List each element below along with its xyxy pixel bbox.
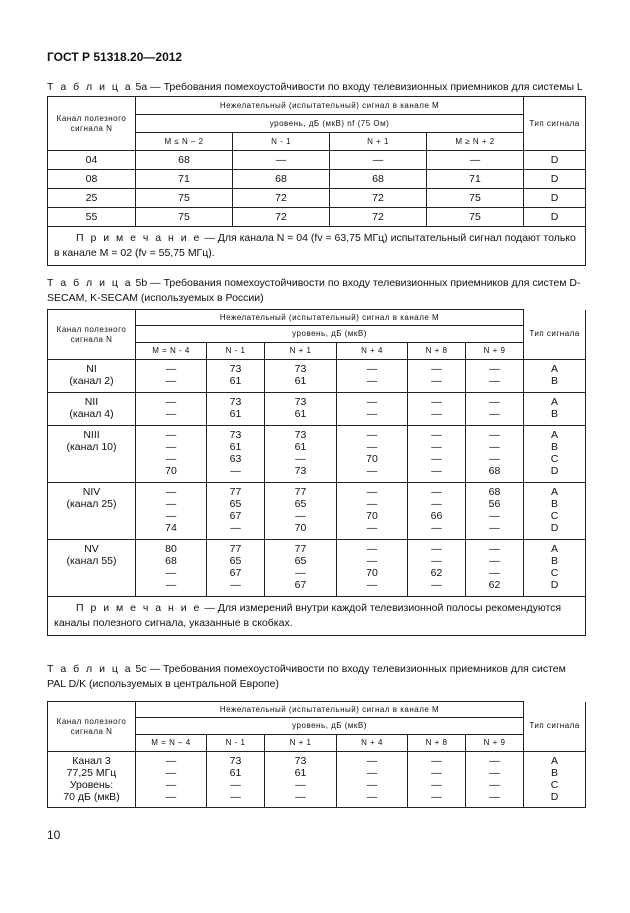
cell-value: 65 [294, 498, 307, 510]
cell-value: 74 [165, 522, 177, 534]
col-header: N + 1 [265, 735, 337, 752]
cell-value: — [431, 555, 442, 567]
table-5a-caption: Т а б л и ц а 5а — Требования помехоустойчивости по входу телевизионных приемников для системы L [47, 81, 583, 93]
table-5c-caption: Т а б л и ц а 5с — Требования помехоустойчивости по входу телевизионных приемников для систем PAL D/K (используемых в центральной Европе) [47, 663, 566, 690]
cell: 75 [136, 208, 233, 227]
cell-value: — [489, 510, 500, 522]
channel-line: Уровень: [69, 779, 114, 791]
table-row [48, 208, 586, 227]
cell-value: — [165, 486, 177, 498]
cell-value: — [366, 779, 378, 791]
cell-value: — [230, 791, 241, 803]
table-5b-caption: Т а б л и ц а 5b — Требования помехоустойчивости по входу телевизионных приемников для систем D-SECAM, K-SECAM (используемых в России) [47, 277, 581, 304]
header-type: Тип сигнала [524, 702, 586, 752]
cell-value: 61 [229, 441, 242, 453]
col-header: N + 4 [337, 735, 408, 752]
header-unwanted: Нежелательный (испытательный) сигнал в канале M [136, 97, 524, 115]
channel-number: (канал 4) [69, 408, 114, 420]
cell-value: — [431, 579, 442, 591]
cell-value: 61 [294, 408, 307, 420]
cell: 75 [427, 189, 524, 208]
cell-value: — [295, 779, 306, 791]
cell-value: 66 [430, 510, 443, 522]
cell-value: — [165, 779, 177, 791]
cell: 68 [233, 170, 330, 189]
cell-value: 73 [294, 396, 307, 408]
cell-value: — [431, 522, 442, 534]
cell-value: — [295, 567, 306, 579]
cell-value: — [165, 791, 177, 803]
channel-label [48, 486, 135, 498]
header-level: уровень, дБ (мкВ) [136, 718, 524, 735]
cell: 72 [233, 208, 330, 227]
cell-value: — [366, 363, 378, 375]
cell-value: — [366, 396, 378, 408]
col-header: N + 1 [265, 343, 337, 360]
channel-label [48, 396, 135, 408]
channel-symbol: NI [86, 363, 97, 375]
cell-value: — [165, 510, 177, 522]
cell-value: 73 [229, 755, 242, 767]
cell-value: — [366, 498, 378, 510]
cell-value: — [366, 767, 378, 779]
header-channel: Канал полезного сигнала N [48, 97, 136, 151]
cell-value: — [431, 408, 442, 420]
table-note: П р и м е ч а н и е — Для измерений внутри каждой телевизионной полосы рекомендуются каналы полезного сигнала, указанные в скобках. [48, 597, 586, 636]
cell-value: — [366, 522, 378, 534]
cell [466, 393, 524, 426]
cell [524, 426, 586, 483]
cell [207, 540, 265, 597]
col-header: N - 1 [207, 343, 265, 360]
cell-value: 65 [229, 498, 242, 510]
cell-value: — [489, 755, 500, 767]
cell: 25 [48, 189, 136, 208]
cell-value: — [489, 567, 500, 579]
cell-value: A [551, 543, 559, 555]
channel-number: (канал 55) [66, 555, 117, 567]
cell-value: 70 [165, 465, 177, 477]
cell-value: 61 [294, 767, 307, 779]
cell-value: 61 [294, 375, 307, 387]
table-row [48, 170, 586, 189]
col-header: N + 4 [337, 343, 408, 360]
table-row [48, 393, 586, 426]
cell: 72 [330, 208, 427, 227]
cell [408, 426, 466, 483]
cell [207, 393, 265, 426]
channel-number: (канал 10) [66, 441, 117, 453]
cell-value: — [431, 396, 442, 408]
channel-cell [48, 426, 136, 483]
table-note: П р и м е ч а н и е — Для канала N = 04 (fv = 63,75 МГц) испытательный сигнал подают только в канале M = 02 (fv = 55,75 МГц). [48, 227, 586, 266]
cell [466, 483, 524, 540]
cell-value: 73 [229, 363, 242, 375]
cell-value: — [431, 375, 442, 387]
cell-value: 70 [294, 522, 307, 534]
cell-value: 63 [229, 453, 242, 465]
cell-value: B [551, 375, 559, 387]
cell-value: — [165, 396, 177, 408]
col-header: N - 1 [207, 735, 265, 752]
cell-value: C [550, 510, 559, 522]
cell: 71 [136, 170, 233, 189]
cell-value: — [230, 779, 241, 791]
cell [265, 540, 337, 597]
cell-value: 70 [366, 453, 378, 465]
cell-value: B [551, 555, 559, 567]
cell-value: 68 [488, 465, 501, 477]
cell [265, 752, 337, 808]
cell-value: — [489, 767, 500, 779]
cell-value: 77 [229, 543, 242, 555]
header-level: уровень, дБ (мкВ) [136, 326, 524, 343]
cell: 71 [427, 170, 524, 189]
cell-value: — [165, 441, 177, 453]
cell-value: — [489, 363, 500, 375]
cell: D [524, 170, 586, 189]
cell-value: A [551, 486, 559, 498]
cell-value: A [551, 363, 559, 375]
cell [408, 393, 466, 426]
cell: D [524, 151, 586, 170]
cell-value: — [366, 555, 378, 567]
cell [337, 752, 408, 808]
col-header: N + 8 [408, 735, 466, 752]
cell [265, 426, 337, 483]
cell [265, 393, 337, 426]
cell: D [524, 189, 586, 208]
cell [466, 426, 524, 483]
cell [466, 752, 524, 808]
table-row [48, 540, 586, 597]
cell-value: — [431, 465, 442, 477]
channel-symbol: NV [84, 543, 99, 555]
cell [408, 483, 466, 540]
cell-value: D [550, 791, 559, 803]
cell [524, 752, 586, 808]
cell-value: 80 [165, 543, 177, 555]
table-row [48, 426, 586, 483]
cell-value: — [165, 567, 177, 579]
channel-cell [48, 540, 136, 597]
cell: 75 [427, 208, 524, 227]
cell [524, 360, 586, 393]
table-5a [47, 96, 586, 266]
channel-line: Канал 3 [72, 755, 111, 767]
cell: — [427, 151, 524, 170]
cell [524, 483, 586, 540]
cell-value: 61 [229, 408, 242, 420]
cell-value: 73 [294, 465, 307, 477]
cell-value: B [551, 408, 559, 420]
col-header: N - 1 [233, 133, 330, 151]
cell-value: — [295, 510, 306, 522]
cell [466, 360, 524, 393]
cell-value: — [489, 429, 500, 441]
cell [337, 360, 408, 393]
cell-value: — [366, 375, 378, 387]
cell-value: — [366, 579, 378, 591]
header-type: Тип сигнала [524, 97, 586, 151]
cell: 75 [136, 189, 233, 208]
cell-value: 62 [488, 579, 501, 591]
cell-value: — [295, 453, 306, 465]
channel-line: 70 дБ (мкВ) [63, 791, 120, 803]
col-header: M ≥ N + 2 [427, 133, 524, 151]
table-row [48, 752, 586, 808]
header-level: уровень, дБ (мкВ) nf (75 Ом) [136, 115, 524, 133]
cell [408, 540, 466, 597]
cell-value: A [551, 429, 559, 441]
cell [136, 426, 207, 483]
cell-value: — [165, 498, 177, 510]
cell-value: — [366, 465, 378, 477]
cell-value: — [431, 791, 442, 803]
cell [136, 752, 207, 808]
cell-value: 70 [366, 510, 378, 522]
cell-value: — [489, 408, 500, 420]
col-header: N + 1 [330, 133, 427, 151]
cell-value: — [489, 375, 500, 387]
cell-value: C [550, 453, 559, 465]
header-type: Тип сигнала [524, 310, 586, 360]
cell-value: 61 [229, 767, 242, 779]
cell [337, 483, 408, 540]
cell [207, 426, 265, 483]
col-header: N + 9 [466, 735, 524, 752]
col-header: M = N - 4 [136, 343, 207, 360]
channel-cell [48, 483, 136, 540]
cell-value: — [295, 791, 306, 803]
cell-value: — [489, 522, 500, 534]
cell-value: — [165, 429, 177, 441]
cell-value: 65 [294, 555, 307, 567]
cell [136, 483, 207, 540]
table-row [48, 360, 586, 393]
col-header: N + 9 [466, 343, 524, 360]
cell-value: — [366, 755, 378, 767]
cell-value: A [551, 396, 559, 408]
col-header: M = N – 4 [136, 735, 207, 752]
cell-value: — [165, 767, 177, 779]
cell: — [330, 151, 427, 170]
cell-value: 65 [229, 555, 242, 567]
cell-value: — [489, 396, 500, 408]
col-header: N + 8 [408, 343, 466, 360]
cell-value: 68 [488, 486, 501, 498]
cell: 72 [330, 189, 427, 208]
cell-value: 56 [488, 498, 501, 510]
channel-number: (канал 2) [69, 375, 114, 387]
cell-value: 67 [229, 510, 242, 522]
cell-value: — [431, 755, 442, 767]
table-row [48, 189, 586, 208]
cell-value: — [431, 779, 442, 791]
cell-value: — [489, 555, 500, 567]
cell [265, 360, 337, 393]
cell-value: — [431, 543, 442, 555]
cell-value: — [165, 579, 177, 591]
cell-value: 73 [294, 429, 307, 441]
cell: 72 [233, 189, 330, 208]
cell-value: — [489, 441, 500, 453]
header-channel: Канал полезного сигнала N [48, 310, 136, 360]
cell: — [233, 151, 330, 170]
cell-value: 61 [229, 375, 242, 387]
channel-symbol: NIV [82, 486, 101, 498]
cell-value: — [366, 429, 378, 441]
channel-cell [48, 393, 136, 426]
cell [337, 393, 408, 426]
cell-value: D [550, 522, 559, 534]
cell: 55 [48, 208, 136, 227]
cell-value: 67 [294, 579, 307, 591]
cell: 08 [48, 170, 136, 189]
cell-value: 73 [229, 429, 242, 441]
cell [337, 540, 408, 597]
cell-value: — [489, 543, 500, 555]
cell-value: — [165, 453, 177, 465]
cell-value: — [431, 363, 442, 375]
cell-value: — [431, 441, 442, 453]
cell-value: B [551, 498, 559, 510]
cell-value: — [366, 486, 378, 498]
channel-label [48, 543, 135, 555]
cell-value: 77 [294, 543, 307, 555]
cell-value: D [550, 579, 559, 591]
cell: 68 [330, 170, 427, 189]
cell: 04 [48, 151, 136, 170]
cell [408, 360, 466, 393]
cell-value: — [431, 498, 442, 510]
table-5c [47, 701, 586, 808]
cell-value: — [230, 465, 241, 477]
cell-value: A [551, 755, 559, 767]
header-channel: Канал полезного сигнала N [48, 702, 136, 752]
cell [136, 360, 207, 393]
table-row [48, 483, 586, 540]
cell-value: C [550, 567, 559, 579]
cell-value: — [366, 791, 378, 803]
cell-value: 70 [366, 567, 378, 579]
cell-value: — [165, 375, 177, 387]
cell [524, 393, 586, 426]
cell-value: D [550, 465, 559, 477]
cell [207, 483, 265, 540]
col-header: M ≤ N – 2 [136, 133, 233, 151]
cell-value: — [431, 453, 442, 465]
header-unwanted: Нежелательный (испытательный) сигнал в канале M [136, 702, 524, 718]
cell-value: — [230, 579, 241, 591]
cell [136, 393, 207, 426]
cell [337, 426, 408, 483]
channel-number: (канал 25) [66, 498, 117, 510]
cell-value: — [165, 363, 177, 375]
table-5b [47, 309, 586, 636]
cell-value: 77 [294, 486, 307, 498]
cell-value: 73 [294, 363, 307, 375]
cell [524, 540, 586, 597]
channel-label [48, 429, 135, 441]
cell: D [524, 208, 586, 227]
cell [466, 540, 524, 597]
cell-value: — [366, 441, 378, 453]
cell [207, 360, 265, 393]
cell-value: — [366, 408, 378, 420]
cell-value: 62 [430, 567, 443, 579]
cell-value: — [489, 779, 500, 791]
cell-value: 77 [229, 486, 242, 498]
header-unwanted: Нежелательный (испытательный) сигнал в канале M [136, 310, 524, 326]
cell-value: 68 [165, 555, 177, 567]
cell [265, 483, 337, 540]
cell-value: 73 [229, 396, 242, 408]
channel-cell [48, 752, 136, 808]
page-number: 10 [47, 828, 61, 842]
cell-value: 61 [294, 441, 307, 453]
cell-value: — [431, 429, 442, 441]
channel-symbol: NIII [83, 429, 100, 441]
cell-value: B [551, 441, 559, 453]
cell: 68 [136, 151, 233, 170]
cell-value: 73 [294, 755, 307, 767]
channel-cell [48, 360, 136, 393]
cell-value: B [551, 767, 559, 779]
channel-symbol: NII [84, 396, 99, 408]
channel-line: 77,25 МГц [66, 767, 117, 779]
cell-value: — [431, 486, 442, 498]
table-row [48, 151, 586, 170]
cell-value: — [165, 755, 177, 767]
cell-value: C [550, 779, 559, 791]
cell-value: — [366, 543, 378, 555]
cell-value: — [230, 522, 241, 534]
cell [136, 540, 207, 597]
channel-label [48, 363, 135, 375]
cell [408, 752, 466, 808]
cell-value: — [165, 408, 177, 420]
cell [207, 752, 265, 808]
cell-value: — [431, 767, 442, 779]
cell-value: 67 [229, 567, 242, 579]
cell-value: — [489, 791, 500, 803]
cell-value: — [489, 453, 500, 465]
page-header: ГОСТ Р 51318.20—2012 [47, 50, 183, 64]
